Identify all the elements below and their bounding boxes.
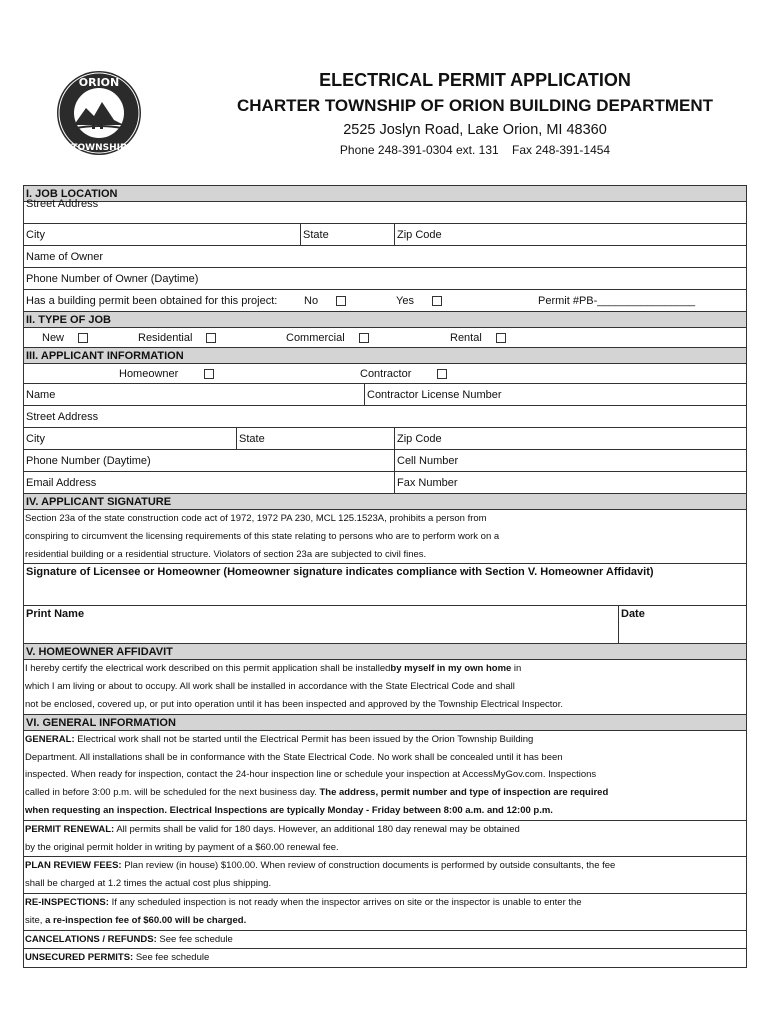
owner-name-field[interactable]: Name of Owner	[24, 246, 746, 268]
applicant-cell-field[interactable]: Cell Number	[394, 450, 458, 471]
job-state-field[interactable]: State	[300, 224, 329, 245]
print-name-row	[24, 606, 746, 644]
section-applicant-signature: IV. APPLICANT SIGNATURE	[24, 494, 746, 510]
plan-review-text: PLAN REVIEW FEES: Plan review (in house) $100.00. When review of construction documents is performed by outside consultants, the fee shall be charged at 1.2 times the actual cost plus shipping.	[24, 857, 746, 894]
new-checkbox[interactable]	[78, 333, 88, 343]
no-checkbox[interactable]	[336, 296, 346, 306]
homeowner-checkbox[interactable]	[204, 369, 214, 379]
building-permit-row	[24, 290, 746, 312]
licensing-notice: Section 23a of the state construction code act of 1972, 1972 PA 230, MCL 125.1523A, prohibits a person from conspiring to circumvent the licensing requirements of this state relating to persons who are to perform work on a residential building or a residential structure. Violators of section 23a are subjected to civil fines.	[24, 510, 746, 564]
permit-form	[23, 185, 747, 968]
applicant-phone-row	[24, 450, 746, 472]
permit-question: Has a building permit been obtained for this project:	[26, 295, 278, 307]
section-applicant-information: III. APPLICANT INFORMATION	[24, 348, 746, 364]
section-general-information: VI. GENERAL INFORMATION	[24, 715, 746, 731]
yes-label: Yes	[396, 295, 414, 307]
applicant-city-field[interactable]: City	[26, 433, 45, 445]
general-text: GENERAL: Electrical work shall not be started until the Electrical Permit has been issued by the Orion Township Building Department. All installations shall be in conformance with the State Electrical Code. No work shall be concealed until it has been inspected. When ready for inspection, contact the 24-hour inspection line or schedule your inspection at AccessMyGov.com. Inspections called in before 3:00 p.m. will be scheduled for the next business day. The address, permit number and type of inspection are required when requesting an inspection. Electrical Inspections are typically Monday - Friday between 8:00 a.m. and 12:00 p.m.	[24, 731, 746, 821]
unsecured-permits-text: UNSECURED PERMITS: See fee schedule	[24, 949, 746, 968]
job-street-field[interactable]: Street Address	[24, 202, 746, 224]
reinspection-text: RE-INSPECTIONS: If any scheduled inspection is not ready when the inspector arrives on site or the inspector is unable to enter the site, a re-inspection fee of $60.00 will be charged.	[24, 894, 746, 931]
applicant-name-field[interactable]: Name	[26, 389, 56, 401]
department-phone-fax: Phone 248-391-0304 ext. 131 Fax 248-391-1454	[339, 143, 611, 157]
applicant-name-row	[24, 384, 746, 406]
job-type-row: New Residential Commercial Rental	[24, 328, 746, 348]
contractor-checkbox[interactable]	[437, 369, 447, 379]
owner-phone-field[interactable]: Phone Number of Owner (Daytime)	[24, 268, 746, 290]
contractor-license-field[interactable]: Contractor License Number	[364, 384, 502, 405]
applicant-type-row: Homeowner Contractor	[24, 364, 746, 384]
permit-renewal-text: PERMIT RENEWAL: All permits shall be valid for 180 days. However, an additional 180 day renewal may be obtained by the original permit holder in writing by payment of a $60.00 renewal fee.	[24, 821, 746, 858]
affidavit-text: I hereby certify the electrical work described on this permit application shall be installedby myself in my own home in which I am living or about to occupy. All work shall be installed in accordance with the State Electrical Code and shall not be enclosed, covered up, or put into operation until it has been inspected and approved by the Township Electrical Inspector.	[24, 660, 746, 714]
applicant-zip-field[interactable]: Zip Code	[394, 428, 442, 449]
residential-checkbox[interactable]	[206, 333, 216, 343]
applicant-street-field[interactable]: Street Address	[24, 406, 746, 428]
applicant-city-row	[24, 428, 746, 450]
form-title: ELECTRICAL PERMIT APPLICATION	[319, 70, 631, 90]
cancelations-text: CANCELATIONS / REFUNDS: See fee schedule	[24, 931, 746, 950]
svg-text:ORION: ORION	[78, 76, 120, 89]
date-field[interactable]: Date	[618, 606, 645, 643]
applicant-fax-field[interactable]: Fax Number	[394, 472, 458, 493]
applicant-email-field[interactable]: Email Address	[26, 477, 97, 489]
signature-field[interactable]: Signature of Licensee or Homeowner (Homeowner signature indicates compliance with Section V. Homeowner Affidavit)	[24, 564, 746, 606]
job-city-row	[24, 224, 746, 246]
svg-text:TOWNSHIP: TOWNSHIP	[71, 143, 127, 153]
department-address: 2525 Joslyn Road, Lake Orion, MI 48360	[343, 122, 607, 138]
orion-township-seal-icon	[56, 70, 142, 156]
applicant-phone-field[interactable]: Phone Number (Daytime)	[26, 455, 151, 467]
job-zip-field[interactable]: Zip Code	[394, 224, 442, 245]
print-name-field[interactable]: Print Name	[26, 608, 85, 621]
commercial-checkbox[interactable]	[359, 333, 369, 343]
rental-checkbox[interactable]	[496, 333, 506, 343]
job-city-field[interactable]: City	[26, 229, 45, 241]
section-homeowner-affidavit: V. HOMEOWNER AFFIDAVIT	[24, 644, 746, 660]
section-type-of-job: II. TYPE OF JOB	[24, 312, 746, 328]
applicant-state-field[interactable]: State	[236, 428, 265, 449]
permit-number-field[interactable]: Permit #PB-________________	[538, 295, 696, 307]
document-header	[0, 0, 770, 185]
section-job-location: I. JOB LOCATION	[24, 186, 746, 202]
applicant-email-row	[24, 472, 746, 494]
yes-checkbox[interactable]	[432, 296, 442, 306]
department-name: CHARTER TOWNSHIP OF ORION BUILDING DEPARTMENT	[237, 96, 713, 115]
no-label: No	[304, 295, 319, 307]
